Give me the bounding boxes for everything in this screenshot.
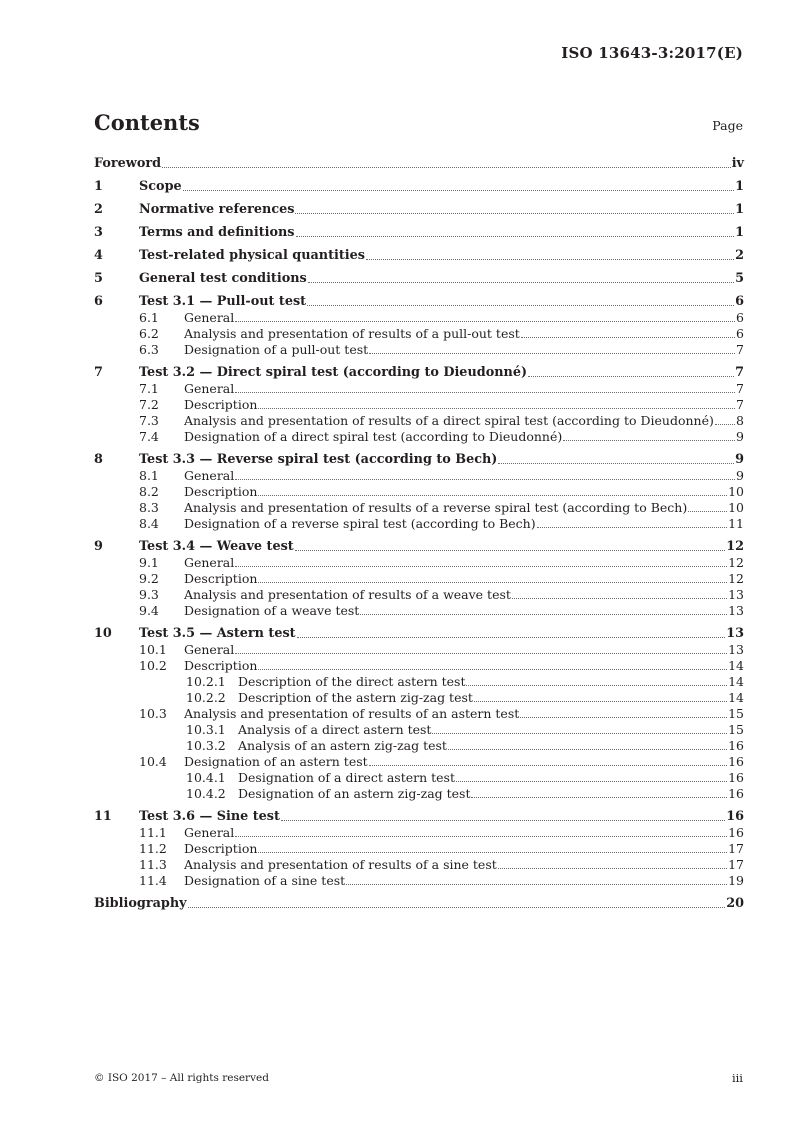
toc-entry[interactable] [94,365,744,381]
dot-leader [258,495,727,496]
dot-leader [258,852,727,853]
toc-entry-number: 10 [94,626,112,641]
toc-entry-page: 12 [726,539,744,554]
toc-entry-title: Test 3.3 — Reverse spiral test (according to Bech) [139,452,498,467]
toc-entry[interactable] [94,674,744,690]
toc-entry-number: 6.2 [139,326,159,341]
toc-entry[interactable] [94,658,744,674]
toc-entry-title: Designation of a reverse spiral test (according to Bech) [184,516,536,531]
toc-entry-title: Test 3.4 — Weave test [139,539,294,554]
toc-entry-number: 8 [94,452,103,467]
toc-entry-page: 13 [728,587,744,602]
dot-leader [528,376,734,377]
dot-leader [162,167,731,168]
dot-leader [235,321,735,322]
toc-entry-number: 7.1 [139,381,159,396]
toc-entry-page: 12 [728,555,744,570]
toc-entry-title: General [184,468,235,483]
dot-leader [537,527,728,528]
toc-entry-title: Test 3.5 — Astern test [139,626,296,641]
toc-entry-number: 11 [94,809,112,824]
toc-entry-title: Analysis and presentation of results of a reverse spiral test (according to Bech) [184,500,688,515]
toc-entry-page: 1 [735,225,744,240]
toc-entry-page: 8 [736,413,744,428]
toc-entry-page: 9 [735,452,744,467]
toc-entry-title: Designation of a pull-out test [184,342,369,357]
toc-entry-number: 10.2.1 [186,674,226,689]
dot-leader [308,282,734,283]
toc-entry-title: Analysis and presentation of results of a direct spiral test (according to Dieudonné) [184,413,714,428]
toc-entry-page: 7 [736,342,744,357]
toc-entry-title: General [184,555,235,570]
toc-entry-number: 8.4 [139,516,159,531]
dot-leader [360,614,727,615]
toc-entry[interactable] [94,786,744,802]
dot-leader [563,440,735,441]
toc-entry[interactable] [94,754,744,770]
toc-entry-page: 15 [728,706,744,721]
toc-entry-number: 1 [94,179,103,194]
dot-leader [183,190,734,191]
toc-entry[interactable] [94,484,744,500]
toc-entry-title: Description of the direct astern test [238,674,466,689]
toc-entry[interactable] [94,555,744,571]
toc-entry-number: 8.3 [139,500,159,515]
toc-entry-number: 7.2 [139,397,159,412]
toc-entry-title: Test 3.2 — Direct spiral test (according to Dieudonné) [139,365,528,380]
toc-entry[interactable] [94,841,744,857]
toc-entry-number: 3 [94,225,103,240]
dot-leader [366,259,734,260]
toc-entry-title: Designation of a sine test [184,873,346,888]
toc-entry-number: 7 [94,365,103,380]
toc-entry[interactable] [94,770,744,786]
toc-entry-number: 11.3 [139,857,167,872]
toc-entry[interactable] [94,271,744,287]
toc-entry-page: 10 [728,500,744,515]
toc-entry-title: Designation of a direct spiral test (according to Dieudonné) [184,429,563,444]
toc-entry[interactable] [94,248,744,264]
toc-entry-number: 10.4 [139,754,167,769]
toc-entry-page: 6 [735,294,744,309]
toc-entry-page: 13 [728,642,744,657]
toc-entry[interactable] [94,587,744,603]
toc-entry-title: Designation of a weave test [184,603,360,618]
toc-entry-number: 8.1 [139,468,159,483]
toc-entry-page: 6 [736,310,744,325]
toc-entry-page: 1 [735,202,744,217]
toc-entry[interactable] [94,571,744,587]
toc-entry-page: 12 [728,571,744,586]
dot-leader [235,836,727,837]
toc-entry-page: 2 [735,248,744,263]
toc-entry-title: Analysis of a direct astern test [238,722,432,737]
toc-entry[interactable] [94,738,744,754]
toc-entry-number: 10.1 [139,642,167,657]
dot-leader [235,653,727,654]
toc-entry-page: 14 [728,674,744,689]
toc-entry-title: Designation of a direct astern test [238,770,455,785]
toc-entry-page: 13 [728,603,744,618]
toc-entry[interactable] [94,500,744,516]
toc-entry-title: Analysis and presentation of results of a weave test [184,587,511,602]
dot-leader [521,337,735,338]
toc-entry[interactable] [94,310,744,326]
dot-leader [296,236,735,237]
toc-entry-title: General test conditions [139,271,307,286]
dot-leader [258,408,735,409]
toc-entry-number: 10.3 [139,706,167,721]
toc-entry-page: 16 [726,809,744,824]
toc-entry-title: Description [184,571,258,586]
dot-leader [235,479,735,480]
toc-entry[interactable] [94,468,744,484]
dot-leader [520,717,727,718]
dot-leader [432,733,727,734]
toc-entry-page: 5 [735,271,744,286]
toc-entry-number: 6.1 [139,310,159,325]
toc-entry-number: 10.4.2 [186,786,226,801]
toc-entry-title: Description [184,841,258,856]
toc-entry-page: 17 [728,857,744,872]
dot-leader [281,820,725,821]
toc-entry-title: General [184,825,235,840]
toc-entry[interactable] [94,397,744,413]
toc-entry-number: 9.4 [139,603,159,618]
dot-leader [471,797,727,798]
toc-entry-number: 10.3.2 [186,738,226,753]
toc-entry[interactable] [94,179,744,195]
dot-leader [715,424,735,425]
dot-leader [448,749,727,750]
toc-entry-title: Test 3.1 — Pull-out test [139,294,307,309]
toc-entry-number: 5 [94,271,103,286]
dot-leader [295,550,725,551]
toc-entry-title: Analysis of an astern zig-zag test [238,738,447,753]
dot-leader [498,463,734,464]
dot-leader [235,566,727,567]
toc-entry[interactable] [94,896,744,912]
dot-leader [307,305,734,306]
dot-leader [512,598,727,599]
toc-entry[interactable] [94,873,744,889]
dot-leader [369,353,735,354]
toc-entry[interactable] [94,225,744,241]
toc-entry[interactable] [94,516,744,532]
toc-entry-title: Terms and definitions [139,225,295,240]
toc-entry[interactable] [94,413,744,429]
toc-entry-page: 13 [726,626,744,641]
toc-entry-title: Designation of an astern zig-zag test [238,786,471,801]
toc-entry-title: Normative references [139,202,295,217]
toc-entry-number: 11.1 [139,825,167,840]
toc-entry-page: 16 [728,786,744,801]
toc-entry-page: 9 [736,468,744,483]
toc-entry-number: 7.4 [139,429,159,444]
toc-entry[interactable] [94,722,744,738]
toc-entry-page: 16 [728,825,744,840]
toc-entry-title: General [184,381,235,396]
dot-leader [369,765,727,766]
toc-entry-number: 10.3.1 [186,722,226,737]
toc-entry[interactable] [94,342,744,358]
toc-entry-number: 10.2.2 [186,690,226,705]
toc-entry-title: Description [184,397,258,412]
toc-entry[interactable] [94,825,744,841]
toc-entry[interactable] [94,326,744,342]
dot-leader [258,582,727,583]
toc-entry-number: 11.4 [139,873,167,888]
toc-entry-page: 16 [728,738,744,753]
toc-entry[interactable] [94,626,744,642]
toc-entry-page: iv [731,156,744,171]
toc-entry[interactable] [94,202,744,218]
dot-leader [235,392,735,393]
toc-entry-number: 9.1 [139,555,159,570]
toc-entry-page: 7 [736,397,744,412]
toc-entry[interactable] [94,809,744,825]
page-number: iii [731,1071,743,1085]
toc-entry-title: Description [184,484,258,499]
dot-leader [295,213,734,214]
toc-entry-title: Description of the astern zig-zag test [238,690,473,705]
table-of-contents [94,152,744,912]
toc-entry-page: 15 [728,722,744,737]
toc-entry-title: Description [184,658,258,673]
toc-entry-page: 9 [736,429,744,444]
toc-entry-number: 10.2 [139,658,167,673]
toc-entry-title: Analysis and presentation of results of a sine test [184,857,497,872]
toc-entry-title: Foreword [94,156,162,171]
toc-entry-title: General [184,310,235,325]
toc-entry-page: 17 [728,841,744,856]
toc-entry-title: Analysis and presentation of results of an astern test [184,706,520,721]
dot-leader [258,669,727,670]
toc-entry[interactable] [94,539,744,555]
toc-entry-number: 7.3 [139,413,159,428]
toc-entry-title: Test 3.6 — Sine test [139,809,280,824]
toc-entry-number: 10.4.1 [186,770,226,785]
toc-entry-page: 16 [728,754,744,769]
toc-entry[interactable] [94,603,744,619]
dot-leader [688,511,727,512]
toc-entry-title: Scope [139,179,182,194]
toc-entry[interactable] [94,642,744,658]
dot-leader [498,868,727,869]
page-column-label: Page [712,118,743,133]
toc-entry-number: 6.3 [139,342,159,357]
toc-entry[interactable] [94,690,744,706]
copyright-notice: © ISO 2017 – All rights reserved [94,1072,269,1084]
toc-entry[interactable] [94,156,744,172]
toc-entry-page: 16 [728,770,744,785]
toc-entry[interactable] [94,452,744,468]
toc-entry-page: 7 [736,381,744,396]
toc-entry[interactable] [94,429,744,445]
dot-leader [188,907,726,908]
toc-entry-number: 9.2 [139,571,159,586]
toc-entry-number: 4 [94,248,103,263]
dot-leader [466,685,727,686]
dot-leader [297,637,726,638]
toc-entry-number: 8.2 [139,484,159,499]
toc-entry-page: 11 [728,516,744,531]
toc-entry-page: 19 [728,873,744,888]
toc-entry-page: 20 [726,896,744,911]
toc-entry-number: 2 [94,202,103,217]
document-id: ISO 13643-3:2017(E) [561,44,743,62]
toc-entry-page: 7 [735,365,744,380]
dot-leader [474,701,727,702]
toc-entry[interactable] [94,381,744,397]
toc-entry-page: 14 [728,690,744,705]
toc-entry-title: Test-related physical quantities [139,248,366,263]
toc-entry-page: 14 [728,658,744,673]
toc-entry-page: 6 [736,326,744,341]
toc-entry-number: 11.2 [139,841,167,856]
toc-entry-title: Designation of an astern test [184,754,368,769]
toc-entry[interactable] [94,857,744,873]
toc-entry-number: 9.3 [139,587,159,602]
toc-entry-number: 9 [94,539,103,554]
toc-entry-page: 1 [735,179,744,194]
page-title: Contents [94,110,200,135]
toc-entry-page: 10 [728,484,744,499]
toc-entry[interactable] [94,294,744,310]
toc-entry-number: 6 [94,294,103,309]
toc-entry-title: Analysis and presentation of results of a pull-out test [184,326,520,341]
toc-entry[interactable] [94,706,744,722]
dot-leader [456,781,727,782]
dot-leader [346,884,727,885]
toc-entry-title: Bibliography [94,896,187,911]
toc-entry-title: General [184,642,235,657]
